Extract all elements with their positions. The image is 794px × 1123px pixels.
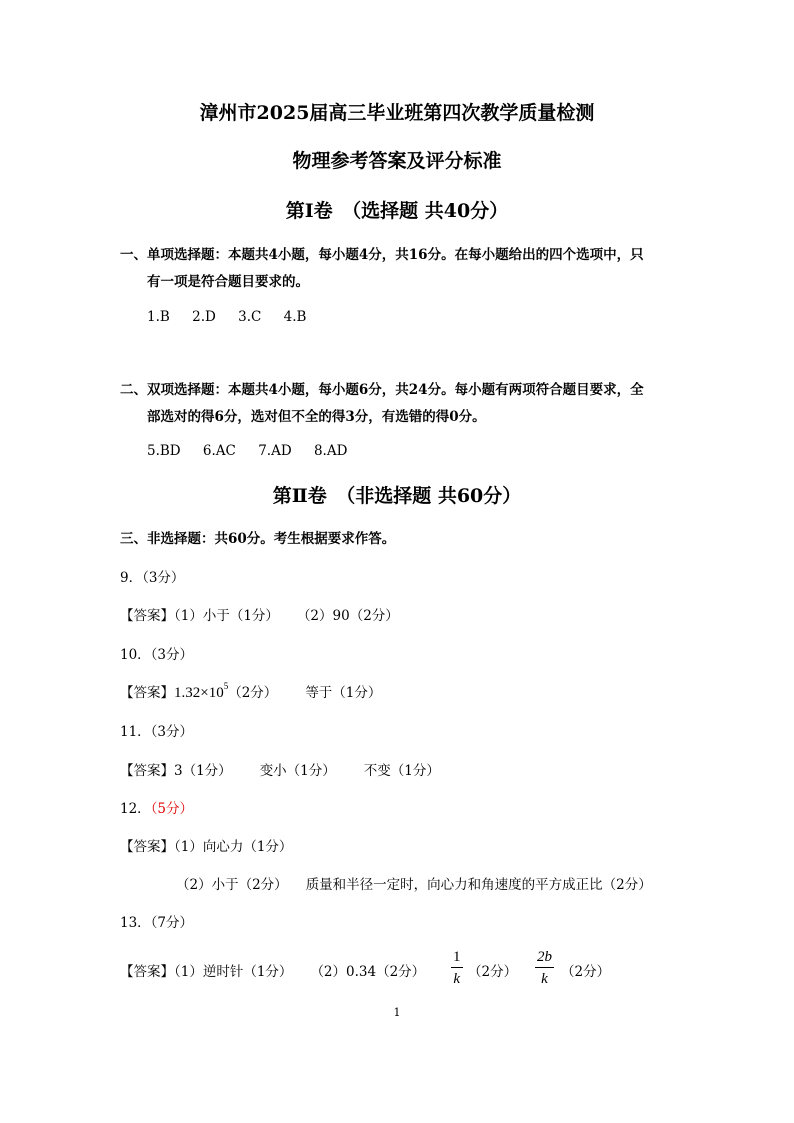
- q13-fraction-2-score: （2分）: [561, 964, 611, 980]
- question-10-answer: [120, 681, 381, 702]
- q12-answer-1: （1）向心力（1分）: [174, 839, 293, 855]
- q10-answer-2: 等于（1分）: [305, 685, 382, 701]
- document-title: 漳州市2025届高三毕业班第四次教学质量检测: [199, 102, 595, 124]
- question-12-label: 12．（5分）: [120, 801, 194, 817]
- section-three-instructions: 三、非选择题：共60分。考生根据要求作答。: [120, 531, 396, 547]
- q13-answer-1: （1）逆时针（1分）: [174, 964, 293, 980]
- answer-8: 8.AD: [313, 443, 348, 459]
- question-12-answer: [120, 835, 292, 855]
- question-13-answer: [120, 960, 425, 980]
- part-one-heading: 第Ⅰ卷 （选择题 共40分）: [285, 200, 509, 222]
- answer-tag: 【答案】: [120, 763, 174, 779]
- q11-answer-2: 变小（1分）: [259, 763, 336, 779]
- document-subtitle: 物理参考答案及评分标准: [292, 150, 502, 172]
- answer-6: 6.AC: [202, 443, 236, 459]
- q13-fraction-1-score: （2分）: [468, 964, 518, 980]
- question-12-score: （5分）: [150, 801, 194, 817]
- answer-7: 7.AD: [258, 443, 292, 459]
- q9-answer-2: （2）90（2分）: [296, 608, 399, 624]
- answer-tag: 【答案】: [120, 685, 174, 701]
- answer-3: 3.C: [238, 309, 262, 325]
- q9-answer-1: （1）小于（1分）: [174, 608, 279, 624]
- answer-2: 2.D: [192, 309, 216, 325]
- section-one-instructions-cont: 有一项是符合题目要求的。: [147, 274, 309, 290]
- section-one-instructions: 一、单项选择题：本题共4小题，每小题4分，共16分。在每小题给出的四个选项中，只: [120, 247, 644, 263]
- section-one-answers: [147, 309, 306, 325]
- section-two-instructions: 二、双项选择题：本题共4小题，每小题6分，共24分。每小题有两项符合题目要求，全: [120, 382, 644, 398]
- question-9-label: 9．（3分）: [120, 570, 185, 586]
- question-11-label: 11．（3分）: [120, 724, 194, 740]
- answer-4: 4.B: [283, 309, 307, 325]
- part-two-heading: 第Ⅱ卷 （非选择题 共60分）: [272, 485, 522, 507]
- question-10-label: 10．（3分）: [120, 647, 194, 663]
- q13-answer-2: （2）0.34（2分）: [310, 964, 426, 980]
- answer-1: 1.B: [147, 309, 170, 325]
- answer-tag: 【答案】: [120, 608, 174, 624]
- q12-answer-3: 质量和半径一定时，向心力和角速度的平方成正比（2分）: [305, 877, 652, 893]
- q13-fraction-1: $\frac{1}{k}$: [453, 949, 461, 987]
- section-two-instructions-cont: 部选对的得6分，选对但不全的得3分，有选错的得0分。: [147, 409, 486, 425]
- question-13-label: 13．（7分）: [120, 915, 194, 931]
- question-9-answer: [120, 604, 399, 624]
- q11-answer-1: 3（1分）: [174, 763, 232, 779]
- answer-tag: 【答案】: [120, 839, 174, 855]
- q11-answer-3: 不变（1分）: [363, 763, 440, 779]
- section-two-answers: [147, 443, 347, 459]
- q12-answer-2: （2）小于（2分）: [176, 877, 288, 893]
- question-11-answer: [120, 759, 440, 779]
- answer-tag: 【答案】: [120, 964, 174, 980]
- q13-fraction-2: $\frac{2b}{k}$: [537, 949, 552, 987]
- question-12-answer-part2: [176, 873, 652, 893]
- q10-answer-1-score: （2分）: [228, 685, 278, 701]
- answer-5: 5.BD: [147, 443, 181, 459]
- q10-value: $1.32\times 10^5$: [174, 681, 229, 701]
- page-number: 1: [393, 1006, 401, 1019]
